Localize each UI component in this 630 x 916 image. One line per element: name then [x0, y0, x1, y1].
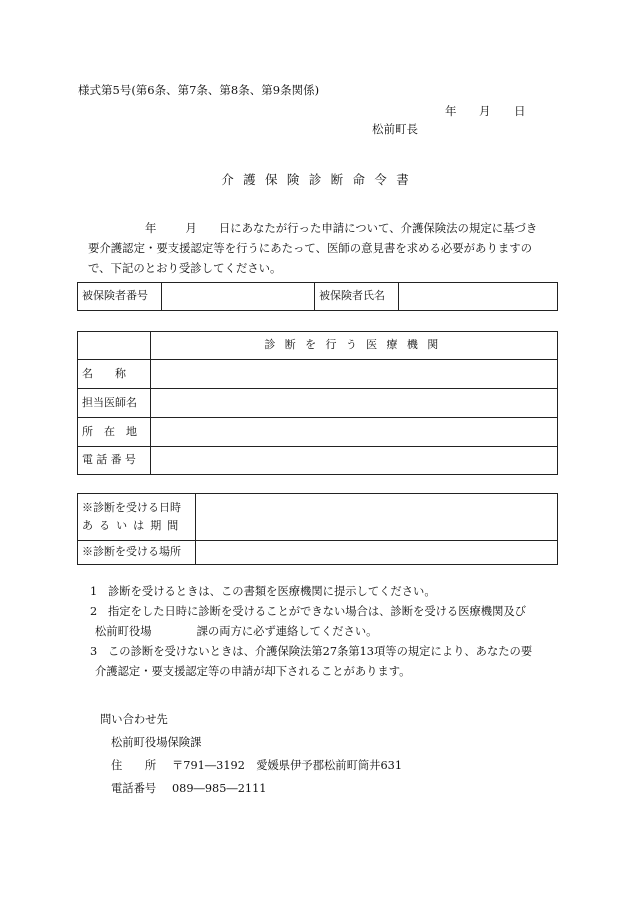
contact-office: 松前町役場保険課 [111, 736, 202, 749]
schedule-date-field[interactable] [196, 494, 558, 541]
document-title: 介護保険診断命令書 [221, 172, 419, 187]
contact-address [100, 754, 402, 777]
clinic-address-field[interactable] [151, 418, 558, 447]
notes-list [90, 582, 532, 682]
note-2-line-2: 松前町役場 課の両方に必ず連絡してください。 [95, 625, 378, 638]
note-1-number: 1 [90, 585, 98, 598]
lead-month: 月 [185, 221, 197, 235]
note-3-line-2: 介護認定・要支援認定等の申請が却下されることがあります。 [95, 665, 411, 678]
contact-phone [100, 777, 402, 800]
date-day-label: 日 [514, 104, 526, 118]
clinic-header: 診断を行う医療機関 [151, 332, 558, 360]
date-year-label: 年 [445, 104, 457, 118]
contact-heading: 問い合わせ先 [100, 713, 168, 726]
schedule-date-label-1: ※診断を受ける日時 [82, 501, 181, 514]
issuer-name: 松前町長 [372, 122, 418, 136]
contact-address-value: 〒791―3192 愛媛県伊予郡松前町筒井631 [172, 759, 403, 772]
note-1-text: 診断を受けるときは、この書類を医療機関に提示してください。 [108, 585, 436, 598]
note-2-number: 2 [90, 605, 98, 618]
clinic-header-blank [78, 332, 151, 360]
insured-number-field[interactable] [162, 283, 315, 311]
note-2-text-1: 指定をした日時に診断を受けることができない場合は、診断を受ける医療機関及び [108, 605, 526, 618]
note-3-number: 3 [90, 645, 98, 658]
date-month-label: 月 [479, 104, 491, 118]
body-line-2: 要介護認定・要支援認定等を行うにあたって、医師の意見書を求める必要がありますの [88, 241, 533, 255]
insured-name-label: 被保険者氏名 [315, 283, 399, 311]
body-line-1 [88, 218, 537, 238]
clinic-doctor-field[interactable] [151, 389, 558, 418]
clinic-phone-field[interactable] [151, 447, 558, 475]
note-1 [90, 582, 532, 602]
clinic-phone-label: 電話番号 [78, 447, 151, 475]
clinic-name-label: 名 称 [78, 360, 151, 389]
note-2 [90, 602, 532, 622]
contact-phone-label: 電話番号 [111, 782, 157, 795]
form-number: 様式第5号(第6条、第7条、第8条、第9条関係) [78, 83, 320, 97]
body-line-1-text: 日にあなたが行った申請について、介護保険法の規定に基づき [218, 221, 538, 235]
schedule-table [77, 493, 558, 565]
clinic-doctor-label: 担当医師名 [78, 389, 151, 418]
clinic-name-field[interactable] [151, 360, 558, 389]
contact-phone-value: 089―985―2111 [172, 782, 267, 795]
body-paragraph [88, 218, 537, 278]
contact-block [100, 708, 402, 800]
note-3-text-1: この診断を受けないときは、介護保険法第27条第13項等の規定により、あなたの要 [108, 645, 533, 658]
insured-table [77, 282, 558, 311]
contact-address-label: 住 所 [111, 759, 157, 772]
clinic-address-label: 所 在 地 [78, 418, 151, 447]
schedule-date-label-2: あるいは期間 [82, 519, 185, 532]
lead-year: 年 [145, 221, 157, 235]
schedule-place-label: ※診断を受ける場所 [78, 541, 196, 565]
insured-name-field[interactable] [399, 283, 558, 311]
note-3 [90, 642, 532, 662]
schedule-date-label [78, 494, 196, 541]
insured-number-label: 被保険者番号 [78, 283, 162, 311]
body-line-3: で、下記のとおり受診してください。 [88, 261, 282, 275]
schedule-place-field[interactable] [196, 541, 558, 565]
clinic-table [77, 331, 558, 475]
